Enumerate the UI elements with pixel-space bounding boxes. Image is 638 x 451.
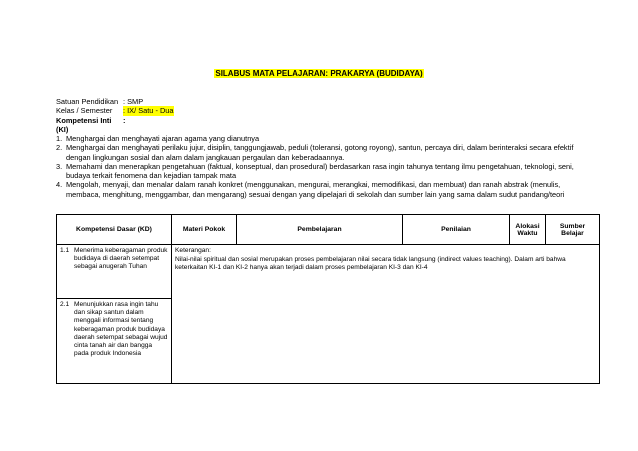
list-text: Menghargai dan menghayati ajaran agama yang dianutnya <box>66 134 260 143</box>
meta-value-highlighted: : IX/ Satu - Dua <box>123 106 174 116</box>
meta-row-kelas <box>56 106 174 115</box>
list-number: 2. <box>56 143 63 153</box>
header-sumber-belajar: Sumber Belajar <box>546 215 600 245</box>
header-alokasi-waktu: Alokasi Waktu <box>510 215 546 245</box>
ki-heading <box>56 116 174 135</box>
meta-value: : SMP <box>123 97 144 106</box>
kd-cell <box>57 299 172 384</box>
list-number: 4. <box>56 180 63 190</box>
identity-block <box>56 97 174 135</box>
list-item <box>56 162 596 181</box>
list-number: 1. <box>56 134 63 143</box>
note-cell <box>172 245 600 384</box>
list-number: 3. <box>56 161 63 171</box>
list-item <box>56 134 596 143</box>
ki-heading-colon: : <box>123 115 126 125</box>
note-label: Keterangan: <box>175 247 211 254</box>
list-item <box>56 143 596 162</box>
document-title-text: SILABUS MATA PELAJARAN: PRAKARYA (BUDIDAYA) <box>215 69 423 78</box>
header-penilaian: Penilaian <box>403 215 510 245</box>
note-text: Nilai-nilai spiritual dan sosial merupakan proses pembelajaran nilai secara tidak langsung (indirect values teaching). Dalam arti bahwa keterkaitan KI-1 dan KI-2 hanya akan terjadi dalam proses pembelajaran KI-3 dan KI-4 <box>175 255 566 272</box>
syllabus-table <box>56 214 600 384</box>
header-pembelajaran: Pembelajaran <box>237 215 403 245</box>
ki-heading-label: Kompetensi Inti (KI) <box>56 115 112 135</box>
list-text: Menghargai dan menghayati perilaku jujur, disiplin, tanggungjawab, peduli (toleransi, gotong royong), santun, percaya diri, dalam berinteraksi secara efektif dengan lingkungan sosial dan alam dalam jangkauan pergaulan dan keberadaannya. <box>66 143 574 162</box>
table-row <box>57 245 600 299</box>
meta-label: Kelas / Semester <box>56 106 113 116</box>
list-text: Mengolah, menyaji, dan menalar dalam ranah konkret (menggunakan, mengurai, merangkai, memodifikasi, dan membuat) dan ranah abstrak (menulis, membaca, menghitung, menggambar, dan mengarang) sesuai dengan yang dipelajari di sekolah dan sumber lain yang sama dalam sudut pandang/teori <box>66 180 565 199</box>
list-item <box>56 180 596 199</box>
document-title <box>0 69 638 78</box>
kd-number: 2.1 <box>60 301 70 308</box>
meta-row-satuan <box>56 97 174 106</box>
header-materi-pokok: Materi Pokok <box>172 215 237 245</box>
kompetensi-inti-list <box>56 134 596 199</box>
meta-label: Satuan Pendidikan <box>56 97 119 106</box>
kd-number: 1.1 <box>60 247 70 254</box>
header-kompetensi-dasar: Kompetensi Dasar (KD) <box>57 215 172 245</box>
kd-item <box>60 301 168 358</box>
list-text: Memahami dan menerapkan pengetahuan (faktual, konseptual, dan prosedural) berdasarkan rasa ingin tahunya tentang ilmu pengetahuan, teknologi, seni, budaya terkait fenomena dan kejadian tampak mata <box>66 161 574 181</box>
kd-cell <box>57 245 172 299</box>
kd-item <box>60 247 168 272</box>
table-header-row <box>57 215 600 245</box>
kd-text: Menunjukkan rasa ingin tahu dan sikap santun dalam menggali informasi tentang keberagaman produk budidaya daerah setempat sebagai wujud cinta tanah air dan bangga pada produk Indonesia <box>74 301 168 358</box>
kd-text: Menerima keberagaman produk budidaya di daerah setempat sebagai anugerah Tuhan <box>74 247 168 271</box>
